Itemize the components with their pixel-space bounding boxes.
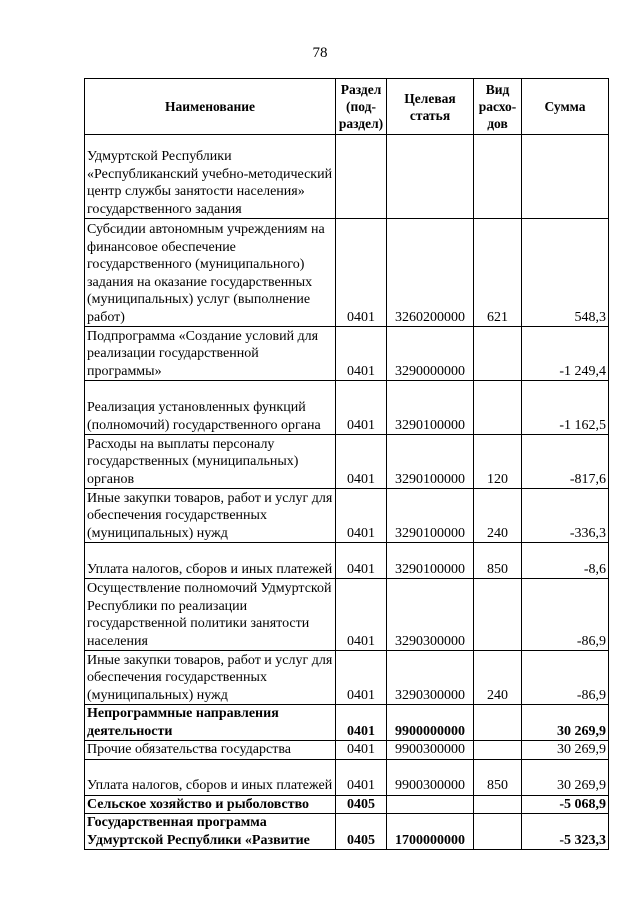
row-name-cell: Прочие обязательства государства — [85, 741, 336, 760]
row-kind-cell: 850 — [474, 759, 522, 795]
row-section-cell: 0401 — [336, 381, 387, 435]
row-kind-cell: 120 — [474, 435, 522, 489]
table-row — [85, 543, 609, 579]
table-row — [85, 814, 609, 850]
header-section-line: (под- — [346, 99, 376, 114]
header-kind-line: дов — [487, 116, 508, 131]
row-target-cell: 1700000000 — [387, 814, 474, 850]
row-section-cell: 0401 — [336, 579, 387, 651]
row-target-cell: 3290100000 — [387, 381, 474, 435]
header-section-line: раздел) — [338, 116, 384, 131]
row-target-cell: 3290300000 — [387, 579, 474, 651]
header-kind-line: расхо- — [478, 99, 517, 114]
row-kind-cell — [474, 795, 522, 814]
row-sum-cell: 30 269,9 — [522, 705, 609, 741]
table-row — [85, 327, 609, 381]
row-sum-cell: -86,9 — [522, 579, 609, 651]
header-section — [336, 79, 387, 135]
row-section-cell: 0401 — [336, 741, 387, 760]
header-kind-line: Вид — [485, 82, 510, 97]
row-kind-cell — [474, 579, 522, 651]
header-kind — [474, 79, 522, 135]
row-target-cell — [387, 135, 474, 219]
row-sum-cell: -8,6 — [522, 543, 609, 579]
row-target-cell: 3290100000 — [387, 543, 474, 579]
row-section-cell: 0401 — [336, 759, 387, 795]
row-name-cell: Иные закупки товаров, работ и услуг для обеспечения государственных (муниципальных) нужд — [85, 489, 336, 543]
row-sum-cell — [522, 135, 609, 219]
row-kind-cell — [474, 381, 522, 435]
row-section-cell: 0401 — [336, 705, 387, 741]
row-name-cell: Удмуртской Республики «Республиканский учебно-методический центр службы занятости населения» государственного задания — [85, 135, 336, 219]
row-kind-cell: 240 — [474, 489, 522, 543]
table-row — [85, 795, 609, 814]
row-section-cell: 0405 — [336, 814, 387, 850]
row-kind-cell — [474, 327, 522, 381]
row-name-cell: Подпрограмма «Создание условий для реализации государственной программы» — [85, 327, 336, 381]
row-kind-cell — [474, 135, 522, 219]
row-sum-cell: 30 269,9 — [522, 741, 609, 760]
header-section-line: Раздел — [340, 82, 382, 97]
row-target-cell: 3290100000 — [387, 435, 474, 489]
row-sum-cell: 30 269,9 — [522, 759, 609, 795]
row-section-cell: 0405 — [336, 795, 387, 814]
row-name-cell: Сельское хозяйство и рыболовство — [85, 795, 336, 814]
row-target-cell: 9900300000 — [387, 741, 474, 760]
table-row — [85, 135, 609, 219]
header-target-line: статья — [409, 107, 451, 123]
table-header-row — [85, 79, 609, 135]
row-section-cell — [336, 135, 387, 219]
row-sum-cell: -5 068,9 — [522, 795, 609, 814]
row-kind-cell — [474, 814, 522, 850]
row-sum-cell: -336,3 — [522, 489, 609, 543]
row-target-cell — [387, 795, 474, 814]
row-section-cell: 0401 — [336, 435, 387, 489]
header-name: Наименование — [85, 79, 336, 135]
row-sum-cell: 548,3 — [522, 219, 609, 327]
header-target-line: Целевая — [404, 90, 456, 106]
header-target — [387, 79, 474, 135]
row-section-cell: 0401 — [336, 327, 387, 381]
row-target-cell: 3290300000 — [387, 651, 474, 705]
header-sum: Сумма — [522, 79, 609, 135]
row-name-cell: Уплата налогов, сборов и иных платежей — [85, 543, 336, 579]
row-kind-cell: 240 — [474, 651, 522, 705]
row-name-cell: Реализация установленных функций (полномочий) государственного органа — [85, 381, 336, 435]
row-name-cell: Осуществление полномочий Удмуртской Республики по реализации государственной политики занятости населения — [85, 579, 336, 651]
row-section-cell: 0401 — [336, 489, 387, 543]
table-row — [85, 579, 609, 651]
row-sum-cell: -817,6 — [522, 435, 609, 489]
row-kind-cell — [474, 705, 522, 741]
row-sum-cell: -1 249,4 — [522, 327, 609, 381]
table-row — [85, 435, 609, 489]
row-kind-cell — [474, 741, 522, 760]
table-row — [85, 705, 609, 741]
row-target-cell: 9900000000 — [387, 705, 474, 741]
row-name-cell: Расходы на выплаты персоналу государственных (муниципальных) органов — [85, 435, 336, 489]
row-target-cell: 3290000000 — [387, 327, 474, 381]
row-kind-cell: 621 — [474, 219, 522, 327]
table-row — [85, 489, 609, 543]
row-sum-cell: -86,9 — [522, 651, 609, 705]
row-target-cell: 3290100000 — [387, 489, 474, 543]
row-name-cell: Непрограммные направления деятельности — [85, 705, 336, 741]
budget-table — [84, 78, 609, 850]
table-row — [85, 651, 609, 705]
row-sum-cell: -1 162,5 — [522, 381, 609, 435]
row-kind-cell: 850 — [474, 543, 522, 579]
table-row — [85, 219, 609, 327]
row-name-cell: Уплата налогов, сборов и иных платежей — [85, 759, 336, 795]
row-name-cell: Государственная программа Удмуртской Республики «Развитие — [85, 814, 336, 850]
row-section-cell: 0401 — [336, 543, 387, 579]
row-target-cell: 9900300000 — [387, 759, 474, 795]
row-target-cell: 3260200000 — [387, 219, 474, 327]
row-section-cell: 0401 — [336, 651, 387, 705]
table-row — [85, 741, 609, 760]
page-number: 78 — [312, 45, 328, 61]
row-name-cell: Субсидии автономным учреждениям на финансовое обеспечение государственного (муниципального) задания на оказание государственных (муниципальных) услуг (выполнение работ) — [85, 219, 336, 327]
row-section-cell: 0401 — [336, 219, 387, 327]
table-row — [85, 381, 609, 435]
row-name-cell: Иные закупки товаров, работ и услуг для обеспечения государственных (муниципальных) нужд — [85, 651, 336, 705]
row-sum-cell: -5 323,3 — [522, 814, 609, 850]
table-row — [85, 759, 609, 795]
